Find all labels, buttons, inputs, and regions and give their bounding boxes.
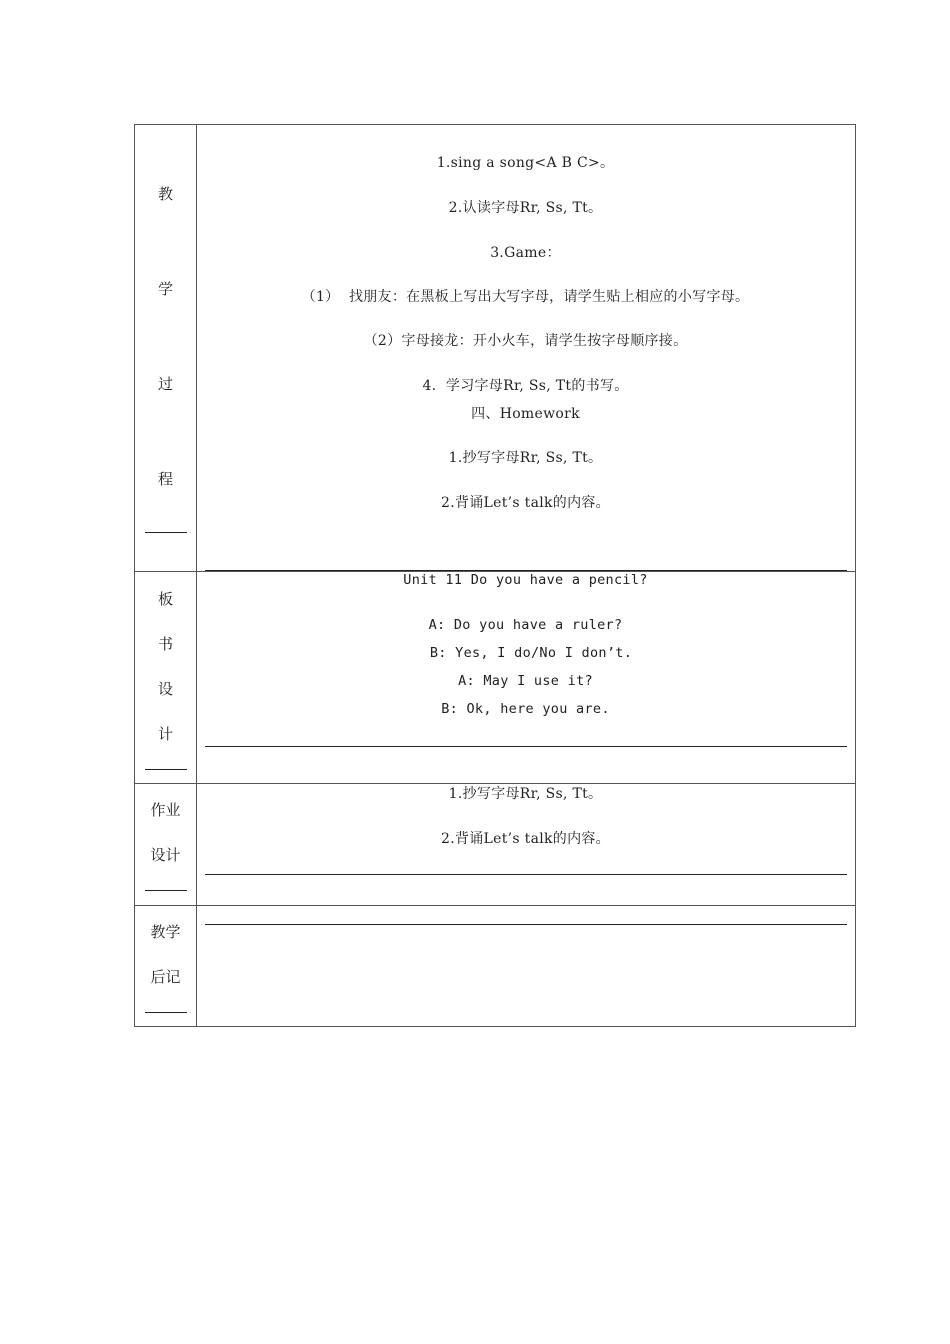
lesson-plan-table bbox=[134, 124, 856, 1027]
board-line: B: Yes, I do/No I don’t. bbox=[429, 645, 633, 661]
process-line: 4. 学习字母Rr, Ss, Tt的书写。 bbox=[422, 378, 629, 394]
process-line: 2.认读字母Rr, Ss, Tt。 bbox=[448, 200, 603, 216]
label-underline bbox=[145, 769, 187, 770]
homework-line: 2.背诵Let’s talk的内容。 bbox=[441, 831, 610, 847]
board-line: Unit 11 Do you have a pencil? bbox=[403, 572, 648, 588]
label-underline bbox=[145, 890, 187, 891]
board-label-char: 计 bbox=[157, 725, 173, 743]
process-line: （1） 找朋友：在黑板上写出大写字母，请学生贴上相应的小写字母。 bbox=[301, 289, 750, 305]
process-label-char: 过 bbox=[157, 375, 173, 393]
notes-label: 教学 bbox=[150, 923, 181, 941]
row-divider bbox=[135, 905, 855, 906]
process-line: 3.Game： bbox=[490, 245, 561, 261]
process-line: （2）字母接龙：开小火车，请学生按字母顺序接。 bbox=[363, 333, 688, 349]
label-underline bbox=[145, 1012, 187, 1013]
homework-line: 1.抄写字母Rr, Ss, Tt。 bbox=[448, 786, 603, 802]
notes-label: 后记 bbox=[150, 968, 181, 986]
board-label-char: 设 bbox=[157, 680, 173, 698]
answer-line bbox=[205, 924, 847, 925]
label-underline bbox=[145, 532, 187, 533]
homework-label: 作业 bbox=[150, 801, 181, 819]
process-line: 1.sing a song<A B C>。 bbox=[436, 155, 615, 171]
answer-line bbox=[205, 746, 847, 747]
board-line: A: May I use it? bbox=[458, 673, 593, 689]
process-label-char: 学 bbox=[157, 280, 173, 298]
process-line: 1.抄写字母Rr, Ss, Tt。 bbox=[448, 450, 603, 466]
process-label-char: 教 bbox=[157, 185, 173, 203]
homework-label: 设计 bbox=[150, 846, 181, 864]
board-line: B: Ok, here you are. bbox=[441, 701, 610, 717]
board-label-char: 板 bbox=[157, 590, 173, 608]
board-line: A: Do you have a ruler? bbox=[428, 617, 623, 633]
process-line: 四、Homework bbox=[471, 406, 580, 422]
process-line: 2.背诵Let’s talk的内容。 bbox=[441, 495, 610, 511]
answer-line bbox=[205, 874, 847, 875]
board-label-char: 书 bbox=[157, 635, 173, 653]
process-label-char: 程 bbox=[157, 470, 173, 488]
